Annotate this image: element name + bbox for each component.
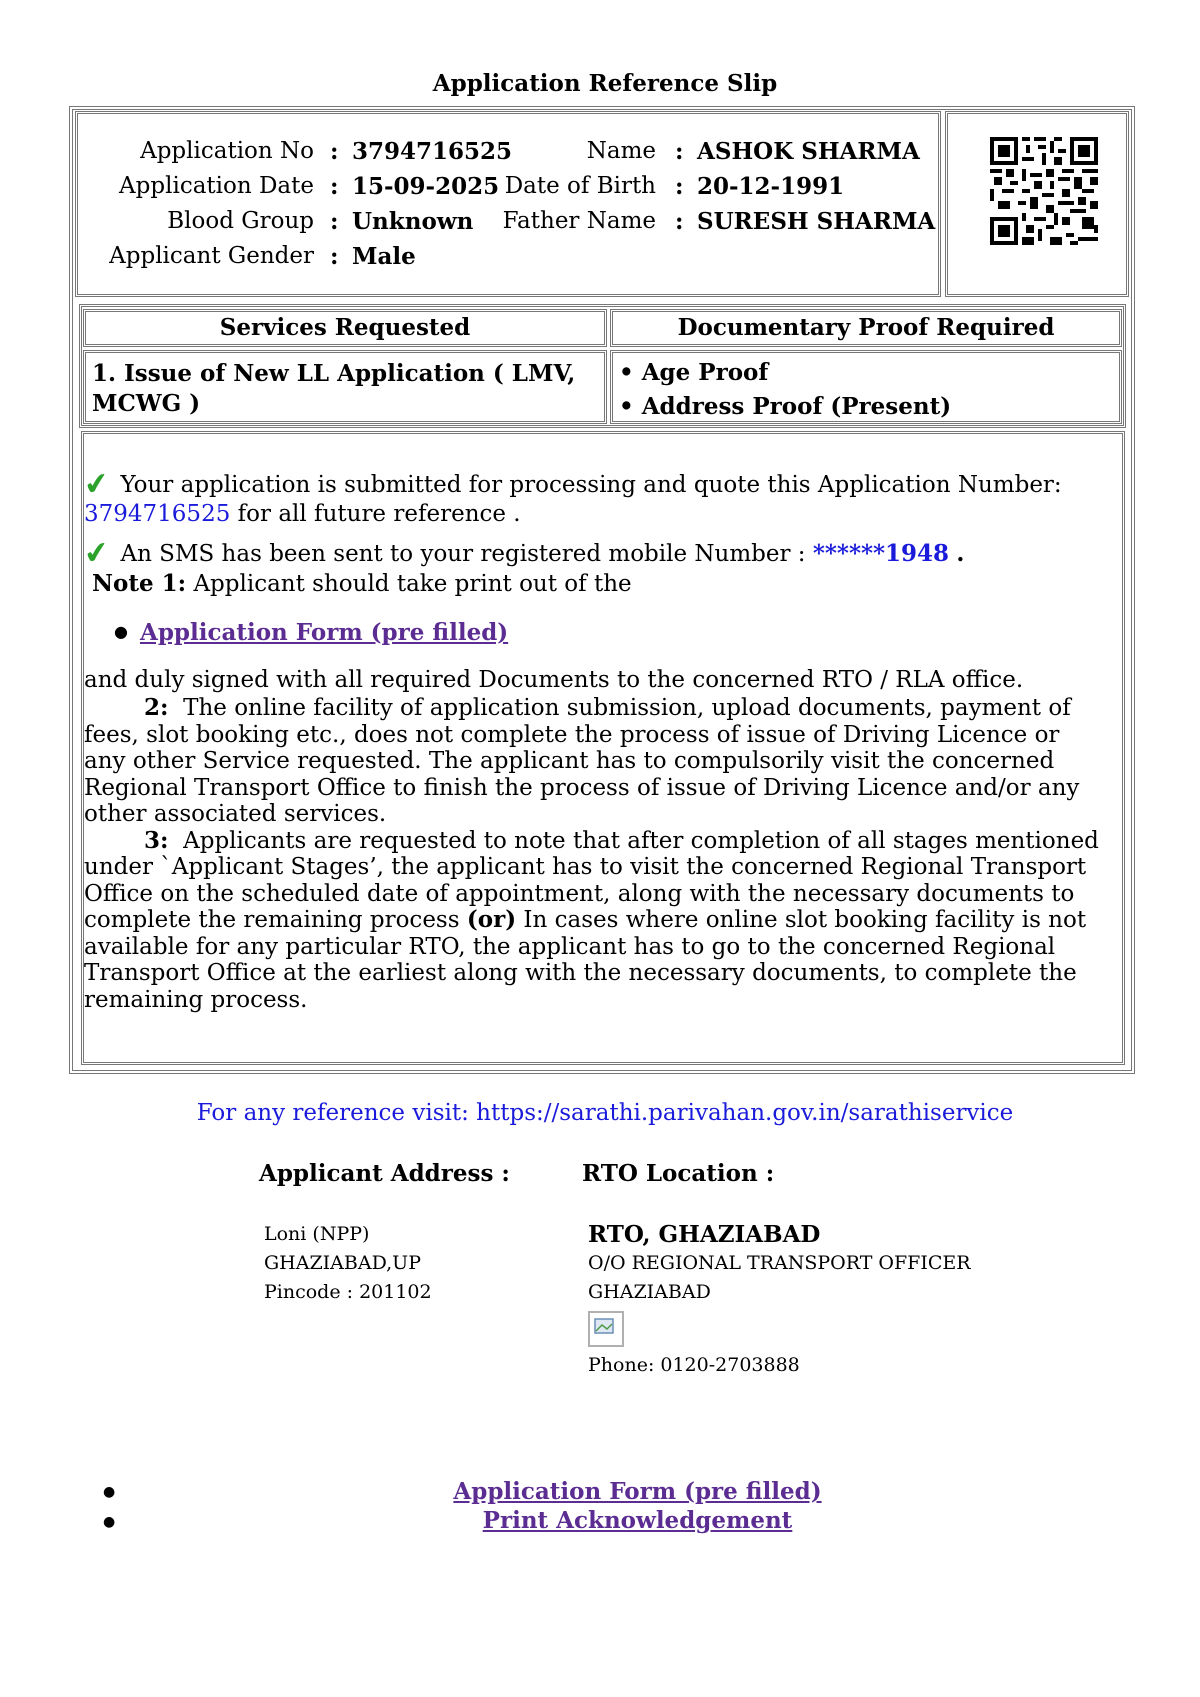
bullet-icon: ● [114, 622, 128, 641]
page-title: Application Reference Slip [432, 70, 778, 97]
application-number: 3794716525 [84, 501, 231, 527]
dob-value: 20-12-1991 [697, 173, 845, 200]
note-2-label: 2: [144, 694, 169, 721]
broken-image-icon [588, 1311, 624, 1347]
rto-location-heading: RTO Location : [582, 1160, 775, 1187]
address-pincode: Pincode : 201102 [264, 1281, 432, 1303]
note-3-text: Applicants are requested to note that after completion of all stages mentioned under `Applicant Stages’, the applicant has to visit the concerned Regional Transport Office on the scheduled date of appointment, along with the necessary documents to complete the remaining process [84, 827, 1099, 933]
colon: : [675, 208, 684, 235]
father-name-label: Father Name [502, 208, 656, 234]
proof-item: • Address Proof (Present) [619, 393, 952, 420]
reference-url: For any reference visit: https://sarathi.parivahan.gov.in/sarathiservice [196, 1100, 1014, 1126]
name-value: ASHOK SHARMA [697, 138, 920, 165]
gender-value: Male [352, 243, 416, 270]
applicant-address [264, 1220, 432, 1307]
qr-code-box [945, 111, 1129, 297]
dob-label: Date of Birth [504, 173, 656, 199]
sms-message [81, 534, 1104, 573]
colon: : [330, 173, 339, 200]
services-requested-header: Services Requested [83, 309, 607, 347]
sms-end: . [956, 540, 965, 567]
colon: : [675, 138, 684, 165]
note-3-text-cont: In cases where online slot booking facility is not available for any particular RTO, the applicant has to go to the concerned Regional Transport Office at the earliest along with the necessary documents, to complete the remaining process. [84, 907, 1087, 1013]
checkmark-icon: ✔ [81, 465, 112, 504]
app-date-label: Application Date [119, 173, 314, 199]
blood-group-value: Unknown [352, 208, 474, 235]
address-line: Loni (NPP) [264, 1223, 370, 1245]
app-no-value: 3794716525 [352, 138, 513, 165]
note-1-label: Note 1: [92, 570, 187, 597]
note-3-label: 3: [144, 826, 169, 854]
rto-address-line: GHAZIABAD [588, 1281, 711, 1303]
father-name-value: SURESH SHARMA [697, 208, 936, 235]
submission-message [81, 465, 1104, 529]
bullet-icon: ● [103, 1514, 116, 1530]
broken-image-glyph [590, 1313, 622, 1345]
gender-label: Applicant Gender [109, 243, 314, 269]
blood-group-label: Blood Group [167, 208, 314, 234]
form-link-item [114, 617, 1104, 648]
print-acknowledgement-link[interactable]: Print Acknowledgement [482, 1507, 793, 1534]
bullet-icon: ● [103, 1484, 116, 1500]
rto-phone: Phone: 0120-2703888 [588, 1354, 800, 1376]
service-item-1: 1. Issue of New LL Application ( LMV, MCWG ) [83, 350, 607, 424]
notes-content [81, 465, 1104, 1013]
applicant-address-heading: Applicant Address : [259, 1160, 510, 1187]
note-2 [84, 695, 1104, 828]
submission-text: Your application is submitted for processing and quote this Application Number: [120, 472, 1062, 498]
name-label: Name [586, 138, 656, 164]
colon: : [330, 138, 339, 165]
sms-text: An SMS has been sent to your registered mobile Number : [120, 541, 806, 567]
proof-item: • Age Proof [619, 359, 769, 386]
note-3 [84, 828, 1104, 1014]
rto-address-line: O/O REGIONAL TRANSPORT OFFICER [588, 1252, 971, 1274]
mobile-number: ******1948 [812, 540, 950, 567]
app-date-value: 15-09-2025 [352, 173, 500, 200]
application-form-link[interactable]: Application Form (pre filled) [139, 619, 509, 646]
proof-list [610, 350, 1122, 424]
colon: : [330, 243, 339, 270]
bottom-application-form-link[interactable]: Application Form (pre filled) [453, 1478, 822, 1505]
after-link-text: and duly signed with all required Documents to the concerned RTO / RLA office. [84, 667, 1024, 693]
note-1 [84, 569, 1104, 599]
note-2-text: The online facility of application submission, upload documents, payment of fees, slot booking etc., does not complete the process of issue of Driving Licence or any other Service requested. The applicant has to compulsorily visit the concerned Regional Transport Office to finish the process of issue of Driving Licence and/or any other associated services. [84, 695, 1080, 827]
address-line: GHAZIABAD,UP [264, 1252, 421, 1274]
app-no-label: Application No [140, 138, 314, 164]
submission-text-end: for all future reference . [237, 501, 521, 527]
colon: : [330, 208, 339, 235]
rto-name: RTO, GHAZIABAD [588, 1221, 821, 1248]
checkmark-icon: ✔ [81, 534, 112, 573]
colon: : [675, 173, 684, 200]
note-3-or: (or) [466, 906, 517, 933]
rto-location [588, 1220, 971, 1380]
note-1-text: Applicant should take print out of the [193, 571, 632, 597]
qr-code-icon [990, 137, 1098, 245]
documentary-proof-header: Documentary Proof Required [610, 309, 1122, 347]
